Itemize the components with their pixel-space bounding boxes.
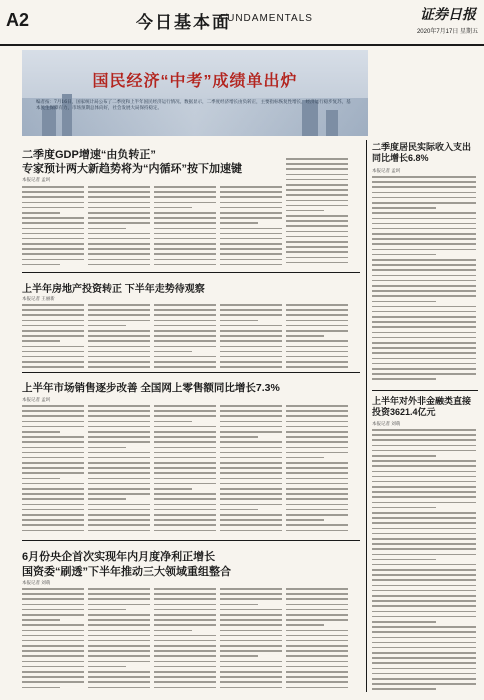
- masthead: [0, 0, 484, 46]
- section-divider: [22, 272, 360, 273]
- section-divider: [22, 372, 360, 373]
- column-separator: [366, 140, 367, 692]
- article-4-column: [88, 588, 150, 692]
- article-4-byline: 本报记者 刘萌: [22, 580, 51, 585]
- article-4-column: [154, 588, 216, 692]
- article-4-column: [22, 588, 84, 692]
- article-2-column: [220, 304, 282, 370]
- sidebar-2-headline: 上半年对外非金融类直接投资3621.4亿元: [372, 396, 472, 417]
- section-title-en: FUNDAMENTALS: [220, 13, 313, 24]
- sidebar-1-column: [372, 176, 476, 386]
- newspaper-logo: 证券日报: [420, 8, 476, 23]
- article-1-column: [22, 186, 84, 268]
- section-divider: [22, 540, 360, 541]
- article-4-column: [286, 588, 348, 692]
- sidebar-divider: [372, 390, 478, 391]
- article-4-column: [220, 588, 282, 692]
- article-3-column: [220, 405, 282, 535]
- article-1-byline: 本报记者 孟珂: [22, 177, 51, 182]
- banner-editor-note: 编者按：7月16日，国家统计局公布了二季度和上半年国民经济运行情况。数据显示，二季度经济增长由负转正，主要指标恢复性增长，经济运行稳步复苏，基本民生保障有力，市场预期总体向好，社会发展大局保持稳定。: [36, 100, 351, 111]
- article-3-column: [22, 405, 84, 535]
- article-3-column: [154, 405, 216, 535]
- feature-banner: [22, 50, 368, 136]
- page-number: A2: [6, 10, 30, 30]
- sidebar-1-headline: 二季度居民实际收入支出同比增长6.8%: [372, 142, 472, 163]
- article-2-column: [286, 304, 348, 370]
- section-title: 今日基本面: [136, 13, 231, 32]
- banner-title: 国民经济“中考”成绩单出炉: [92, 73, 298, 90]
- article-1-column: [286, 158, 348, 268]
- article-2-headline: 上半年房地产投资转正 下半年走势待观察: [22, 284, 205, 295]
- article-3-headline: 上半年市场销售逐步改善 全国网上零售额同比增长7.3%: [22, 382, 280, 394]
- article-3-column: [88, 405, 150, 535]
- article-1-column: [220, 186, 282, 268]
- article-1-column: [88, 186, 150, 268]
- article-1-headline-sub: 专家预计两大新趋势将为“内循环”按下加速键: [22, 163, 242, 175]
- article-3-byline: 本报记者 孟珂: [22, 397, 51, 402]
- issue-date: 2020年7月17日 星期五: [416, 29, 478, 35]
- article-2-column: [154, 304, 216, 370]
- sidebar-2-column: [372, 429, 476, 692]
- article-4-headline-main: 6月份央企首次实现年内月度净利正增长: [22, 551, 216, 563]
- article-4-headline-sub: 国资委“刷透”下半年推动三大领域重组整合: [22, 566, 231, 578]
- sidebar-2-byline: 本报记者 刘萌: [372, 421, 401, 426]
- article-1-headline-main: 二季度GDP增速“由负转正”: [22, 149, 156, 161]
- article-3-column: [286, 405, 348, 535]
- building-shape: [326, 110, 338, 136]
- article-2-byline: 本报记者 王丽新: [22, 296, 55, 301]
- article-2-column: [88, 304, 150, 370]
- article-2-column: [22, 304, 84, 370]
- sidebar-1-byline: 本报记者 孟珂: [372, 168, 401, 173]
- article-1-column: [154, 186, 216, 268]
